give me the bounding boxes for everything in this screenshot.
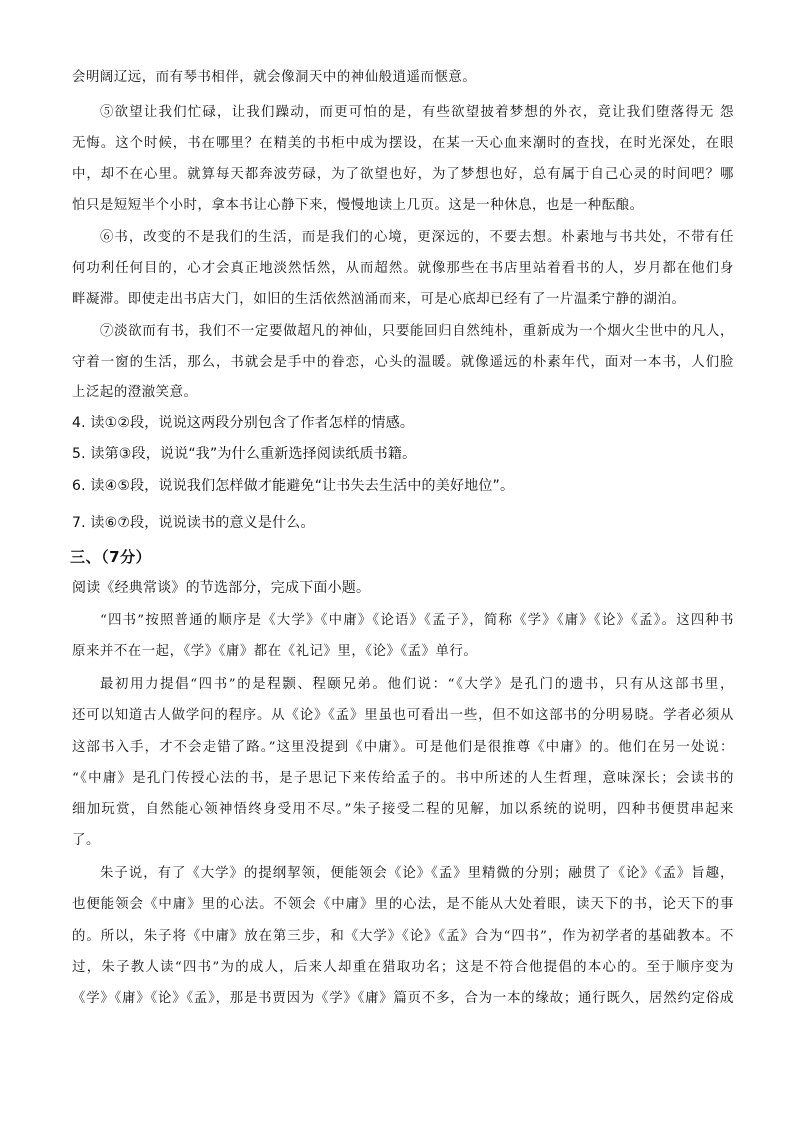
question-5: 5. 读第③段，说说“我”为什么重新选择阅读纸质书籍。	[72, 446, 417, 462]
excerpt-paragraph-3-line: 也便能领会《中庸》里的心法。不领会《中庸》里的心法，是不能从大处着眼，读天下的书，论天下的事	[72, 897, 734, 912]
excerpt-paragraph-2-line: 了。	[72, 833, 100, 848]
question-7: 7. 读⑥⑦段，说说读书的意义是什么。	[72, 515, 315, 531]
paragraph-5-line: ⑤欲望让我们忙碌，让我们躁动，而更可怕的是，有些欲望披着梦想的外衣，竟让我们堕落得无 怨	[100, 105, 734, 120]
section-3-instruction: 阅读《经典常谈》的节选部分，完成下面小题。	[72, 580, 371, 596]
paragraph-5-line: 怕只是短短半个小时，拿本书让心静下来，慢慢地读上几页。这是一种休息，也是一种酝酿。	[72, 198, 644, 213]
question-4: 4. 读①②段，说说这两段分别包含了作者怎样的情感。	[72, 415, 415, 431]
paragraph-7-line: 守着一窗的生活，那么，书就会是手中的眷恋，心头的温暖。就像遥远的朴素年代，面对一本书，人们脸	[72, 355, 734, 370]
paragraph-6-line: 畔凝滞。即使走出书店大门，如旧的生活依然汹涌而来，可是心底却已经有了一片温柔宁静的湖泊。	[72, 292, 686, 307]
excerpt-paragraph-2-line: 细加玩赏，自然能心领神悟终身受用不尽。”朱子接受二程的见解，加以系统的说明，四种书便贯串起来	[72, 802, 734, 817]
excerpt-paragraph-3-line: 的。所以，朱子将《中庸》放在第三步，和《大学》《论》《孟》合为“四书”，作为初学者的基础教本。不	[72, 929, 734, 944]
section-3-heading: 三、（7分）	[70, 548, 152, 566]
excerpt-paragraph-3-line: 《学》《庸》《论》《孟》，那是书贾因为《学》《庸》篇页不多，合为一本的缘故；通行既久，居然约定俗成	[72, 991, 734, 1006]
question-6: 6. 读④⑤段，说说我们怎样做才能避免“让书失去生活中的美好地位”。	[72, 478, 515, 494]
paragraph-6-line: ⑥书，改变的不是我们的生活，而是我们的心境，更深远的，不要去想。朴素地与书共处，不带有任	[100, 230, 734, 245]
paragraph-4-tail: 会明阔辽远，而有琴书相伴，就会像洞天中的神仙般逍遥而惬意。	[72, 70, 477, 85]
paragraph-7-line: 上泛起的澄澈笑意。	[72, 385, 198, 400]
excerpt-paragraph-3-line: 过，朱子教人读“四书”为的成人，后来人却重在猎取功名；这是不符合他提倡的本心的。至于顺序变为	[72, 960, 734, 975]
paragraph-6-line: 何功利任何目的，心才会真正地淡然恬然，从而超然。就像那些在书店里站着看书的人，岁月都在他们身	[72, 261, 734, 276]
excerpt-paragraph-2-line: “《中庸》是孔门传授心法的书，是子思记下来传给孟子的。书中所述的人生哲理，意味深长；会读书的	[72, 771, 734, 786]
paragraph-5-line: 中，却不在心里。就算每天都奔波劳碌，为了欲望也好，为了梦想也好，总有属于自己心灵的时间吧？哪	[72, 167, 734, 182]
excerpt-paragraph-2-line: 还可以知道古人做学问的程序。从《论》《孟》里虽也可看出一些，但不如这部书的分明易晓。学者必须从	[72, 708, 734, 723]
excerpt-paragraph-3-line: 朱子说，有了《大学》的提纲挈领，便能领会《论》《孟》里精微的分别；融贯了《论》《孟》旨趣，	[100, 866, 734, 881]
excerpt-paragraph-1-line: 原来并不在一起，《学》《庸》都在《礼记》里，《论》《孟》单行。	[72, 644, 478, 659]
excerpt-paragraph-2-line: 最初用力提倡“四书”的是程颢、程颐兄弟。他们说：“《大学》是孔门的遗书，只有从这部书里，	[100, 677, 734, 692]
paragraph-5-line: 无悔。这个时候，书在哪里？在精美的书柜中成为摆设，在某一天心血来潮时的查找，在时光深处，在眼	[72, 136, 734, 151]
excerpt-paragraph-1-line: “四书”按照普通的顺序是《大学》《中庸》《论语》《孟子》，简称《学》《庸》《论》《孟》。这四种书	[100, 613, 734, 628]
paragraph-7-line: ⑦淡欲而有书，我们不一定要做超凡的神仙，只要能回归自然纯朴，重新成为一个烟火尘世中的凡人，	[100, 324, 734, 339]
excerpt-paragraph-2-line: 这部书入手，才不会走错了路。”这里没提到《中庸》。可是他们是很推尊《中庸》的。他们在另一处说：	[72, 740, 734, 755]
